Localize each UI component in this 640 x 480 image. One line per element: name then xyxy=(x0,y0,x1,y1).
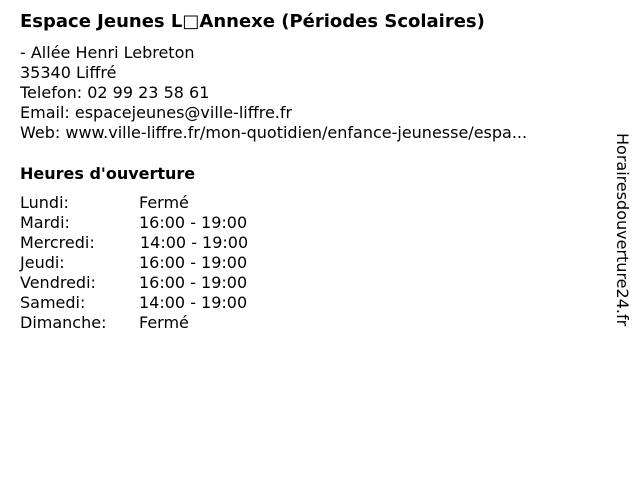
address-city: 35340 Liffré xyxy=(20,63,117,82)
address-street: - Allée Henri Lebreton xyxy=(20,43,195,62)
time-value: 14:00 - 19:00 xyxy=(139,293,248,312)
time-value: 16:00 - 19:00 xyxy=(139,253,248,272)
time-value: Fermé xyxy=(139,193,189,212)
page-title: Espace Jeunes L□Annexe (Périodes Scolaires) xyxy=(20,11,485,32)
hours-row-tuesday xyxy=(20,213,248,233)
hours-row-thursday xyxy=(20,253,248,273)
address-phone: Telefon: 02 99 23 58 61 xyxy=(20,83,210,102)
address-email: Email: espacejeunes@ville-liffre.fr xyxy=(20,103,293,122)
hours-row-friday xyxy=(20,273,248,293)
hours-heading: Heures d'ouverture xyxy=(20,164,196,183)
time-value: 16:00 - 19:00 xyxy=(139,213,248,232)
day-label: Samedi: xyxy=(20,293,86,312)
hours-row-wednesday xyxy=(20,233,248,253)
address-block xyxy=(20,43,527,143)
hours-row-sunday xyxy=(20,313,248,333)
day-label: Dimanche: xyxy=(20,313,107,332)
day-label: Lundi: xyxy=(20,193,69,212)
day-label: Mercredi: xyxy=(20,233,95,252)
hours-row-saturday xyxy=(20,293,248,313)
day-label: Vendredi: xyxy=(20,273,96,292)
day-label: Jeudi: xyxy=(20,253,65,272)
address-web: Web: www.ville-liffre.fr/mon-quotidien/enfance-jeunesse/espa... xyxy=(20,123,528,142)
site-watermark: Horairesdouverture24.fr xyxy=(613,133,632,327)
time-value: 16:00 - 19:00 xyxy=(139,273,248,292)
hours-row-monday xyxy=(20,193,248,213)
day-label: Mardi: xyxy=(20,213,70,232)
time-value: 14:00 - 19:00 xyxy=(140,233,249,252)
time-value: Fermé xyxy=(139,313,189,332)
opening-hours-list xyxy=(20,193,248,333)
